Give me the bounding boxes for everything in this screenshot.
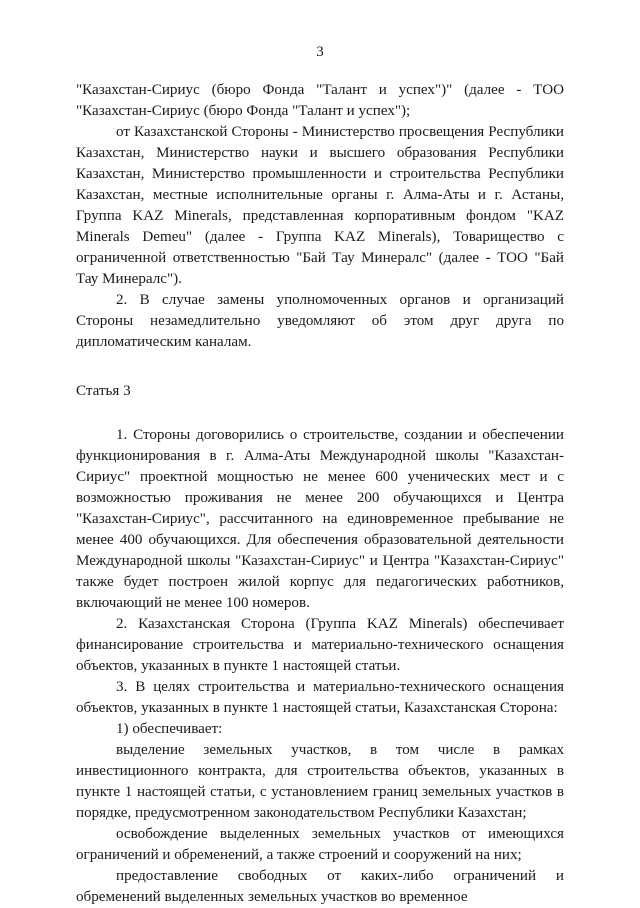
paragraph: 3. В целях строительства и материально-технического оснащения объектов, указанных в пункте 1 настоящей статьи, Казахстанская Сторона: [76,679,564,716]
paragraphs-before-article [76,80,564,353]
paragraph: освобождение выделенных земельных участков от имеющихся ограничений и обременений, а также строений и сооружений на них; [76,826,564,863]
paragraph: 1. Стороны договорились о строительстве, создании и обеспечении функционирования в г. Алма-Аты Международной школы "Казахстан-Сириус" проектной мощностью не менее 600 ученических мест и с возможностью проживания не менее 200 обучающихся и Центра "Казахстан-Сириус", рассчитанного на единовременное пребывание не менее 400 обучающихся. Для обеспечения образовательной деятельности Международной школы "Казахстан-Сириус" и Центра "Казахстан-Сириус" также будет построен жилой корпус для педагогических работников, включающий не менее 100 номеров. [76,427,564,611]
paragraph: предоставление свободных от каких-либо ограничений и обременений выделенных земельных участков во временное [76,868,564,905]
article-heading: Статья 3 [76,383,131,399]
paragraph: выделение земельных участков, в том числе в рамках инвестиционного контракта, для строительства объектов, указанных в пункте 1 настоящей статьи, с установлением границ земельных участков в порядке, предусмотренном законодательством Республики Казахстан; [76,742,564,821]
paragraph: 1) обеспечивает: [116,721,223,737]
document-body [76,80,564,908]
paragraph: "Казахстан-Сириус (бюро Фонда "Талант и успех")" (далее - ТОО "Казахстан-Сириус (бюро Фонда "Талант и успех"); [76,82,564,119]
paragraph: от Казахстанской Стороны - Министерство просвещения Республики Казахстан, Министерство науки и высшего образования Республики Казахстан, Министерство промышленности и строительства Республики Казахстан, местные исполнительные органы г. Алма-Аты и г. Астаны, Группа KAZ Minerals, представленная корпоративным фондом "KAZ Minerals Demeu" (далее - Группа KAZ Minerals), Товарищество с ограниченной ответственностью "Бай Тау Минералс" (далее - ТОО "Бай Тау Минералс"). [76,124,564,287]
paragraphs-after-article [76,425,564,908]
paragraph: 2. В случае замены уполномоченных органов и организаций Стороны незамедлительно уведомляют об этом друг друга по дипломатическим каналам. [76,292,564,350]
page-number: 3 [316,44,324,60]
paragraph: 2. Казахстанская Сторона (Группа KAZ Minerals) обеспечивает финансирование строительства и материально-технического оснащения объектов, указанных в пункте 1 настоящей статьи. [76,616,564,674]
